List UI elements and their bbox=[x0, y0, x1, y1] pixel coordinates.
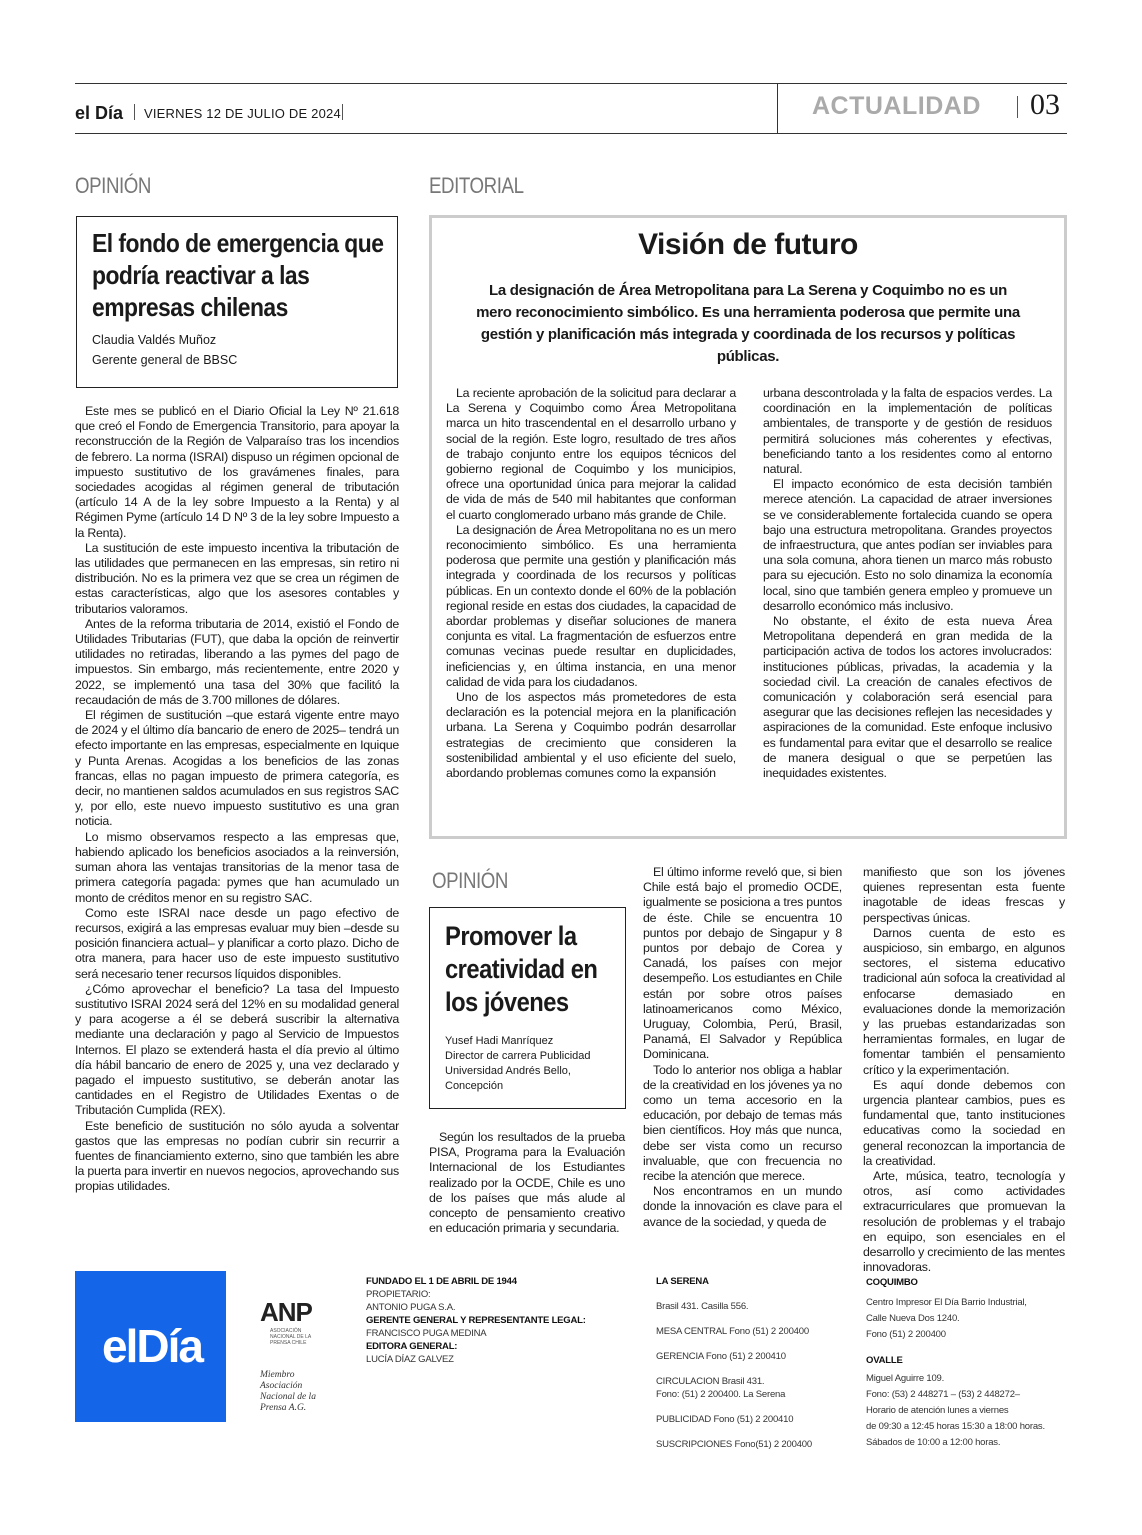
opinion1-body bbox=[75, 404, 399, 1195]
paragraph: Uno de los aspectos más prometedores de esta declaración es la potencial mejora en la planificación urbana. La Serena y Coquimbo podrán desarrollar estrategias de crecimiento que consideren la sostenibilidad ambiental y el uso eficiente del suelo, abordando problemas comunes como la expansión bbox=[446, 690, 736, 781]
opinion2-label: OPINIÓN bbox=[432, 868, 508, 893]
opinion1-title: El fondo de emergencia que podría reactivar a las empresas chilenas bbox=[92, 228, 384, 322]
phone-line: SUSCRIPCIONES Fono(51) 2 200400 bbox=[656, 1439, 812, 1450]
opinion2-col3 bbox=[863, 865, 1065, 1275]
opinion2-box bbox=[429, 907, 626, 1109]
paragraph: El último informe reveló que, si bien Chile está bajo el promedio OCDE, igualmente se posiciona a tres puntos de éste. Chile se encuentra 10 puntos por debajo de Singapur y 8 puntos por debajo de Corea y Canadá, los países con mejor desempeño. Los estudiantes en Chile están por sobre otros países latinoamericanos como México, Uruguay, Colombia, Perú, Brasil, Panamá, El Salvador y República Dominicana. bbox=[643, 865, 842, 1062]
header-sep bbox=[134, 104, 135, 120]
opinion2-role: Director de carrera Publicidad Universidad Andrés Bello, Concepción bbox=[445, 1050, 591, 1092]
header-top-rule bbox=[75, 83, 1067, 84]
editorial-title: Visión de futuro bbox=[638, 228, 858, 261]
paragraph: Antes de la reforma tributaria de 2014, existió el Fondo de Utilidades Tributarias (FUT), que daba la opción de reinvertir utilidades no retiradas, liberando a las pymes del pago de impuestos. Sin embargo, más recientemente, entre 2020 y 2022, se implementó una tasa del 30% que facilitó la recaudación de más de 3.700 millones de dólares. bbox=[75, 616, 399, 707]
section-name: ACTUALIDAD bbox=[812, 92, 981, 120]
paragraph: Es aquí donde debemos con urgencia plantear cambios, pues es fundamental que, tanto instituciones educativas como la sociedad en general reconozcan la importancia de la creatividad. bbox=[863, 1077, 1065, 1168]
phone-line: Fono (51) 2 200400 bbox=[866, 1329, 946, 1340]
paragraph: Según los resultados de la prueba PISA, Programa para la Evaluación Internacional de los Estudiantes realizado por la OCDE, Chile es uno de los países que más alude al concepto de pensamiento creativo en educación primaria y secundaria. bbox=[429, 1130, 625, 1236]
page-number: 03 bbox=[1030, 88, 1060, 121]
editor-label: EDITORA GENERAL: bbox=[366, 1341, 458, 1352]
header-sep bbox=[342, 104, 343, 120]
paragraph: Todo lo anterior nos obliga a hablar de la creatividad en los jóvenes ya no como un tema accesorio en la educación, por debajo de temas más bien científicos. Hoy más que nunca, debe ser vista como un recurso invaluable, que con frecuencia no recibe la atención que merece. bbox=[643, 1062, 842, 1184]
hours-line: Horario de atención lunes a viernes bbox=[866, 1405, 1009, 1416]
opinion2-author: Yusef Hadi Manríquez bbox=[445, 1035, 554, 1047]
eldia-logo bbox=[75, 1271, 226, 1422]
address-line: Centro Impresor El Día Barrio Industrial, bbox=[866, 1297, 1027, 1308]
owner: ANTONIO PUGA S.A. bbox=[366, 1302, 456, 1313]
manager: FRANCISCO PUGA MEDINA bbox=[366, 1328, 487, 1339]
address-line: Miguel Aguirre 109. bbox=[866, 1373, 945, 1384]
phone-line: GERENCIA Fono (51) 2 200410 bbox=[656, 1351, 786, 1362]
hours-line: de 09:30 a 12:45 horas 15:30 a 18:00 horas. bbox=[866, 1421, 1045, 1432]
paragraph: Lo mismo observamos respecto a las empresas que, habiendo aplicado los beneficios asociados a la reinversión, suman ahora las ventajas transitorias de la menor tasa de primera categoría pagada: pymes que han acumulado un monto de créditos menor en su registro SAC. bbox=[75, 829, 399, 905]
header-divider bbox=[777, 83, 778, 134]
paragraph: La sustitución de este impuesto incentiva la tributación de las utilidades que permanecen en las empresas, sin retiro ni distribución. No es la primera vez que se crea un régimen de estas características, algo que los asesores contables y tributarios valoramos. bbox=[75, 540, 399, 616]
paragraph: La reciente aprobación de la solicitud para declarar a La Serena y Coquimbo como Área Metropolitana marca un hito trascendental en el desarrollo urbano y social de la región. Este logro, resultado de tres años de trabajo conjunto entre los equipos técnicos del gobierno regional de Coquimbo y los municipios, ofrece una oportunidad única para mejorar la calidad de vida de más de 540 mil habitantes que conforman el cuarto conglomerado urbano más grande de Chile. bbox=[446, 386, 736, 522]
anp-logo-text: ANP bbox=[260, 1297, 312, 1327]
owner-label: PROPIETARIO: bbox=[366, 1289, 431, 1300]
hours-line: Sábados de 10:00 a 12:00 horas. bbox=[866, 1437, 1001, 1448]
opinion1-role: Gerente general de BBSC bbox=[92, 353, 238, 367]
header-sep bbox=[1017, 96, 1018, 118]
editorial-col1 bbox=[446, 386, 736, 781]
editorial-col2 bbox=[763, 386, 1052, 781]
paper-name: el Día bbox=[75, 103, 124, 123]
paragraph: No obstante, el éxito de esta nueva Área Metropolitana dependerá en gran medida de la participación activa de todos los actores involucrados: instituciones públicas, privadas, la academia y la sociedad civil. La creación de canales efectivos de comunicación y colaboración será esencial para asegurar que las decisiones reflejen las necesidades y aspiraciones de la comunidad. Este enfoque inclusivo es fundamental para evitar que el desarrollo se realice de manera desigual o que se perpetúen las inequidades existentes. bbox=[763, 614, 1052, 781]
ovalle-title: OVALLE bbox=[866, 1355, 903, 1366]
manager-label: GERENTE GENERAL Y REPRESENTANTE LEGAL: bbox=[366, 1315, 586, 1326]
paragraph: Como este ISRAI nace desde un pago efectivo de recursos, exigirá a las empresas evaluar muy bien –desde su posición financiera actual– y planificar a corto plazo. Dicho de otra manera, para hacer uso de este impuesto sustitutivo será necesario tener recursos líquidos disponibles. bbox=[75, 905, 399, 981]
paragraph: Nos encontramos en un mundo donde la innovación es clave para el avance de la sociedad, y queda de bbox=[643, 1184, 842, 1229]
coquimbo-title: COQUIMBO bbox=[866, 1277, 918, 1288]
paragraph: Arte, música, teatro, tecnología y otros, así como actividades extracurriculares que promuevan la resolución de problemas y el trabajo en equipo, son esenciales en el desarrollo y crecimiento de las mentes innovadoras. bbox=[863, 1169, 1065, 1275]
paragraph: El impacto económico de esta decisión también merece atención. La capacidad de atraer inversiones se ve considerablemente fortalecida cuando se opera bajo una estructura metropolitana. Grandes proyectos de infraestructura, que antes podían ser inviables para una sola comuna, ahora tienen un marco más robusto para su ejecución. Esto no solo dinamiza la economía local, sino que también genera empleo y promueve un desarrollo económico más inclusivo. bbox=[763, 477, 1052, 613]
footer-staff bbox=[366, 1275, 626, 1366]
anp-logo-sub: ASOCIACIÓN NACIONAL DE LA PRENSA CHILE bbox=[270, 1328, 311, 1346]
header-date: VIERNES 12 DE JULIO DE 2024 bbox=[144, 106, 341, 121]
la-serena-title: LA SERENA bbox=[656, 1276, 709, 1287]
paragraph: urbana descontrolada y la falta de espacios verdes. La coordinación en la implementación de políticas ambientales, de transporte y de gestión de residuos permitirá soluciones más coherentes y efectivas, beneficiando tanto a los residentes como al entorno natural. bbox=[763, 386, 1052, 477]
editorial-label: EDITORIAL bbox=[429, 173, 524, 198]
paragraph: La designación de Área Metropolitana no es un mero reconocimiento simbólico. Es una herramienta poderosa que permite una gestión y planificación más integrada y coordinada de los recursos y políticas públicas. En un contexto donde el 60% de la población regional reside en estas dos ciudades, la capacidad de abordar problemas y diseñar soluciones de manera conjunta es vital. La fragmentación de esfuerzos entre comunas vecinas puede resultar en duplicidades, ineficiencias y, en última instancia, en una menor calidad de vida para los ciudadanos. bbox=[446, 522, 736, 689]
footer-coquimbo bbox=[866, 1275, 1066, 1451]
address-line: Calle Nueva Dos 1240. bbox=[866, 1313, 960, 1324]
address-line: CIRCULACION Brasil 431. bbox=[656, 1376, 765, 1387]
paragraph: manifiesto que son los jóvenes quienes representan esta fuente inagotable de ideas frescas y perspectivas únicas. bbox=[863, 865, 1065, 925]
anp-member: Miembro Asociación Nacional de la Prensa A.G. bbox=[260, 1370, 316, 1413]
opinion1-author: Claudia Valdés Muñoz bbox=[92, 333, 217, 347]
phone-line: Fono: (51) 2 200400. La Serena bbox=[656, 1389, 786, 1400]
phone-line: Fono: (53) 2 448271 – (53) 2 448272– bbox=[866, 1389, 1020, 1400]
paragraph: ¿Cómo aprovechar el beneficio? La tasa del Impuesto sustitutivo ISRAI 2024 será del 12% en su modalidad general y para acogerse a él se deberá suscribir la alternativa mediante una declaración y pago al Servicio de Impuestos Internos. El plazo se extenderá hasta el día previo al último día hábil bancario de enero de 2025 y, una vez declarado y pagado el impuesto sustitutivo, se deberán anotar las cantidades en el Registro de Utilidades Exentas o de Tributación Cumplida (REX). bbox=[75, 981, 399, 1118]
address-line: Brasil 431. Casilla 556. bbox=[656, 1301, 749, 1312]
anp-logo bbox=[260, 1297, 330, 1346]
opinion2-col1 bbox=[429, 1130, 625, 1236]
paragraph: El régimen de sustitución –que estará vigente entre mayo de 2024 y el último día bancario de enero de 2025– tendrá un efecto importante en las empresas, especialmente en Iquique y Punta Arenas. Acogidas a los beneficios de las zonas francas, ellas no pagan impuesto de primera categoría, es decir, no mantienen saldos acumulados en sus registros SAC y, por ello, este nuevo impuesto sustitutivo es una gran noticia. bbox=[75, 708, 399, 829]
opinion2-title: Promover la creatividad en los jóvenes bbox=[445, 921, 598, 1017]
paragraph: Darnos cuenta de esto es auspicioso, sin embargo, en algunos sectores, el sistema educativo tradicional aún sofoca la creatividad al enfocarse demasiado en evaluaciones donde la memorización y las pruebas estandarizadas son herramientas formales, en lugar de fomentar también el pensamiento crítico y la experimentación. bbox=[863, 925, 1065, 1077]
logo-text: elDía bbox=[102, 1320, 202, 1372]
header-bottom-rule bbox=[75, 133, 1067, 134]
editorial-box bbox=[429, 215, 1067, 839]
phone-line: PUBLICIDAD Fono (51) 2 200410 bbox=[656, 1414, 794, 1425]
founded: FUNDADO EL 1 DE ABRIL DE 1944 bbox=[366, 1276, 517, 1287]
paragraph: Este mes se publicó en el Diario Oficial la Ley Nº 21.618 que creó el Fondo de Emergencia Transitorio, para apoyar la reconstrucción de la Región de Valparaíso tras los incendios de febrero. La norma (ISRAI) dispuso un régimen opcional de impuesto sustitutivo de los gravámenes finales, para sociedades acogidas al régimen general de tributación (artículo 14 A de la ley sobre Impuesto a la Renta) y al Régimen Pyme (artículo 14 D Nº 3 de la ley sobre Impuesto a la Renta). bbox=[75, 404, 399, 540]
footer-la-serena bbox=[656, 1275, 846, 1451]
opinion1-box bbox=[76, 216, 398, 388]
opinion1-label: OPINIÓN bbox=[75, 173, 151, 198]
phone-line: MESA CENTRAL Fono (51) 2 200400 bbox=[656, 1326, 809, 1337]
editorial-lead: La designación de Área Metropolitana para La Serena y Coquimbo no es un mero reconocimiento simbólico. Es una herramienta poderosa que permite una gestión y planificación más integrada y coordinada de los recursos y políticas públicas. bbox=[476, 282, 1020, 365]
opinion2-col2 bbox=[643, 865, 842, 1230]
paragraph: Este beneficio de sustitución no sólo ayuda a solventar gastos que las empresas no podían cubrir sin recurrir a fuentes de financiamiento externo, sino que también les abre la puerta para invertir en nuevos negocios, aprovechando sus propias utilidades. bbox=[75, 1118, 399, 1194]
editor: LUCÍA DÍAZ GALVEZ bbox=[366, 1354, 454, 1365]
